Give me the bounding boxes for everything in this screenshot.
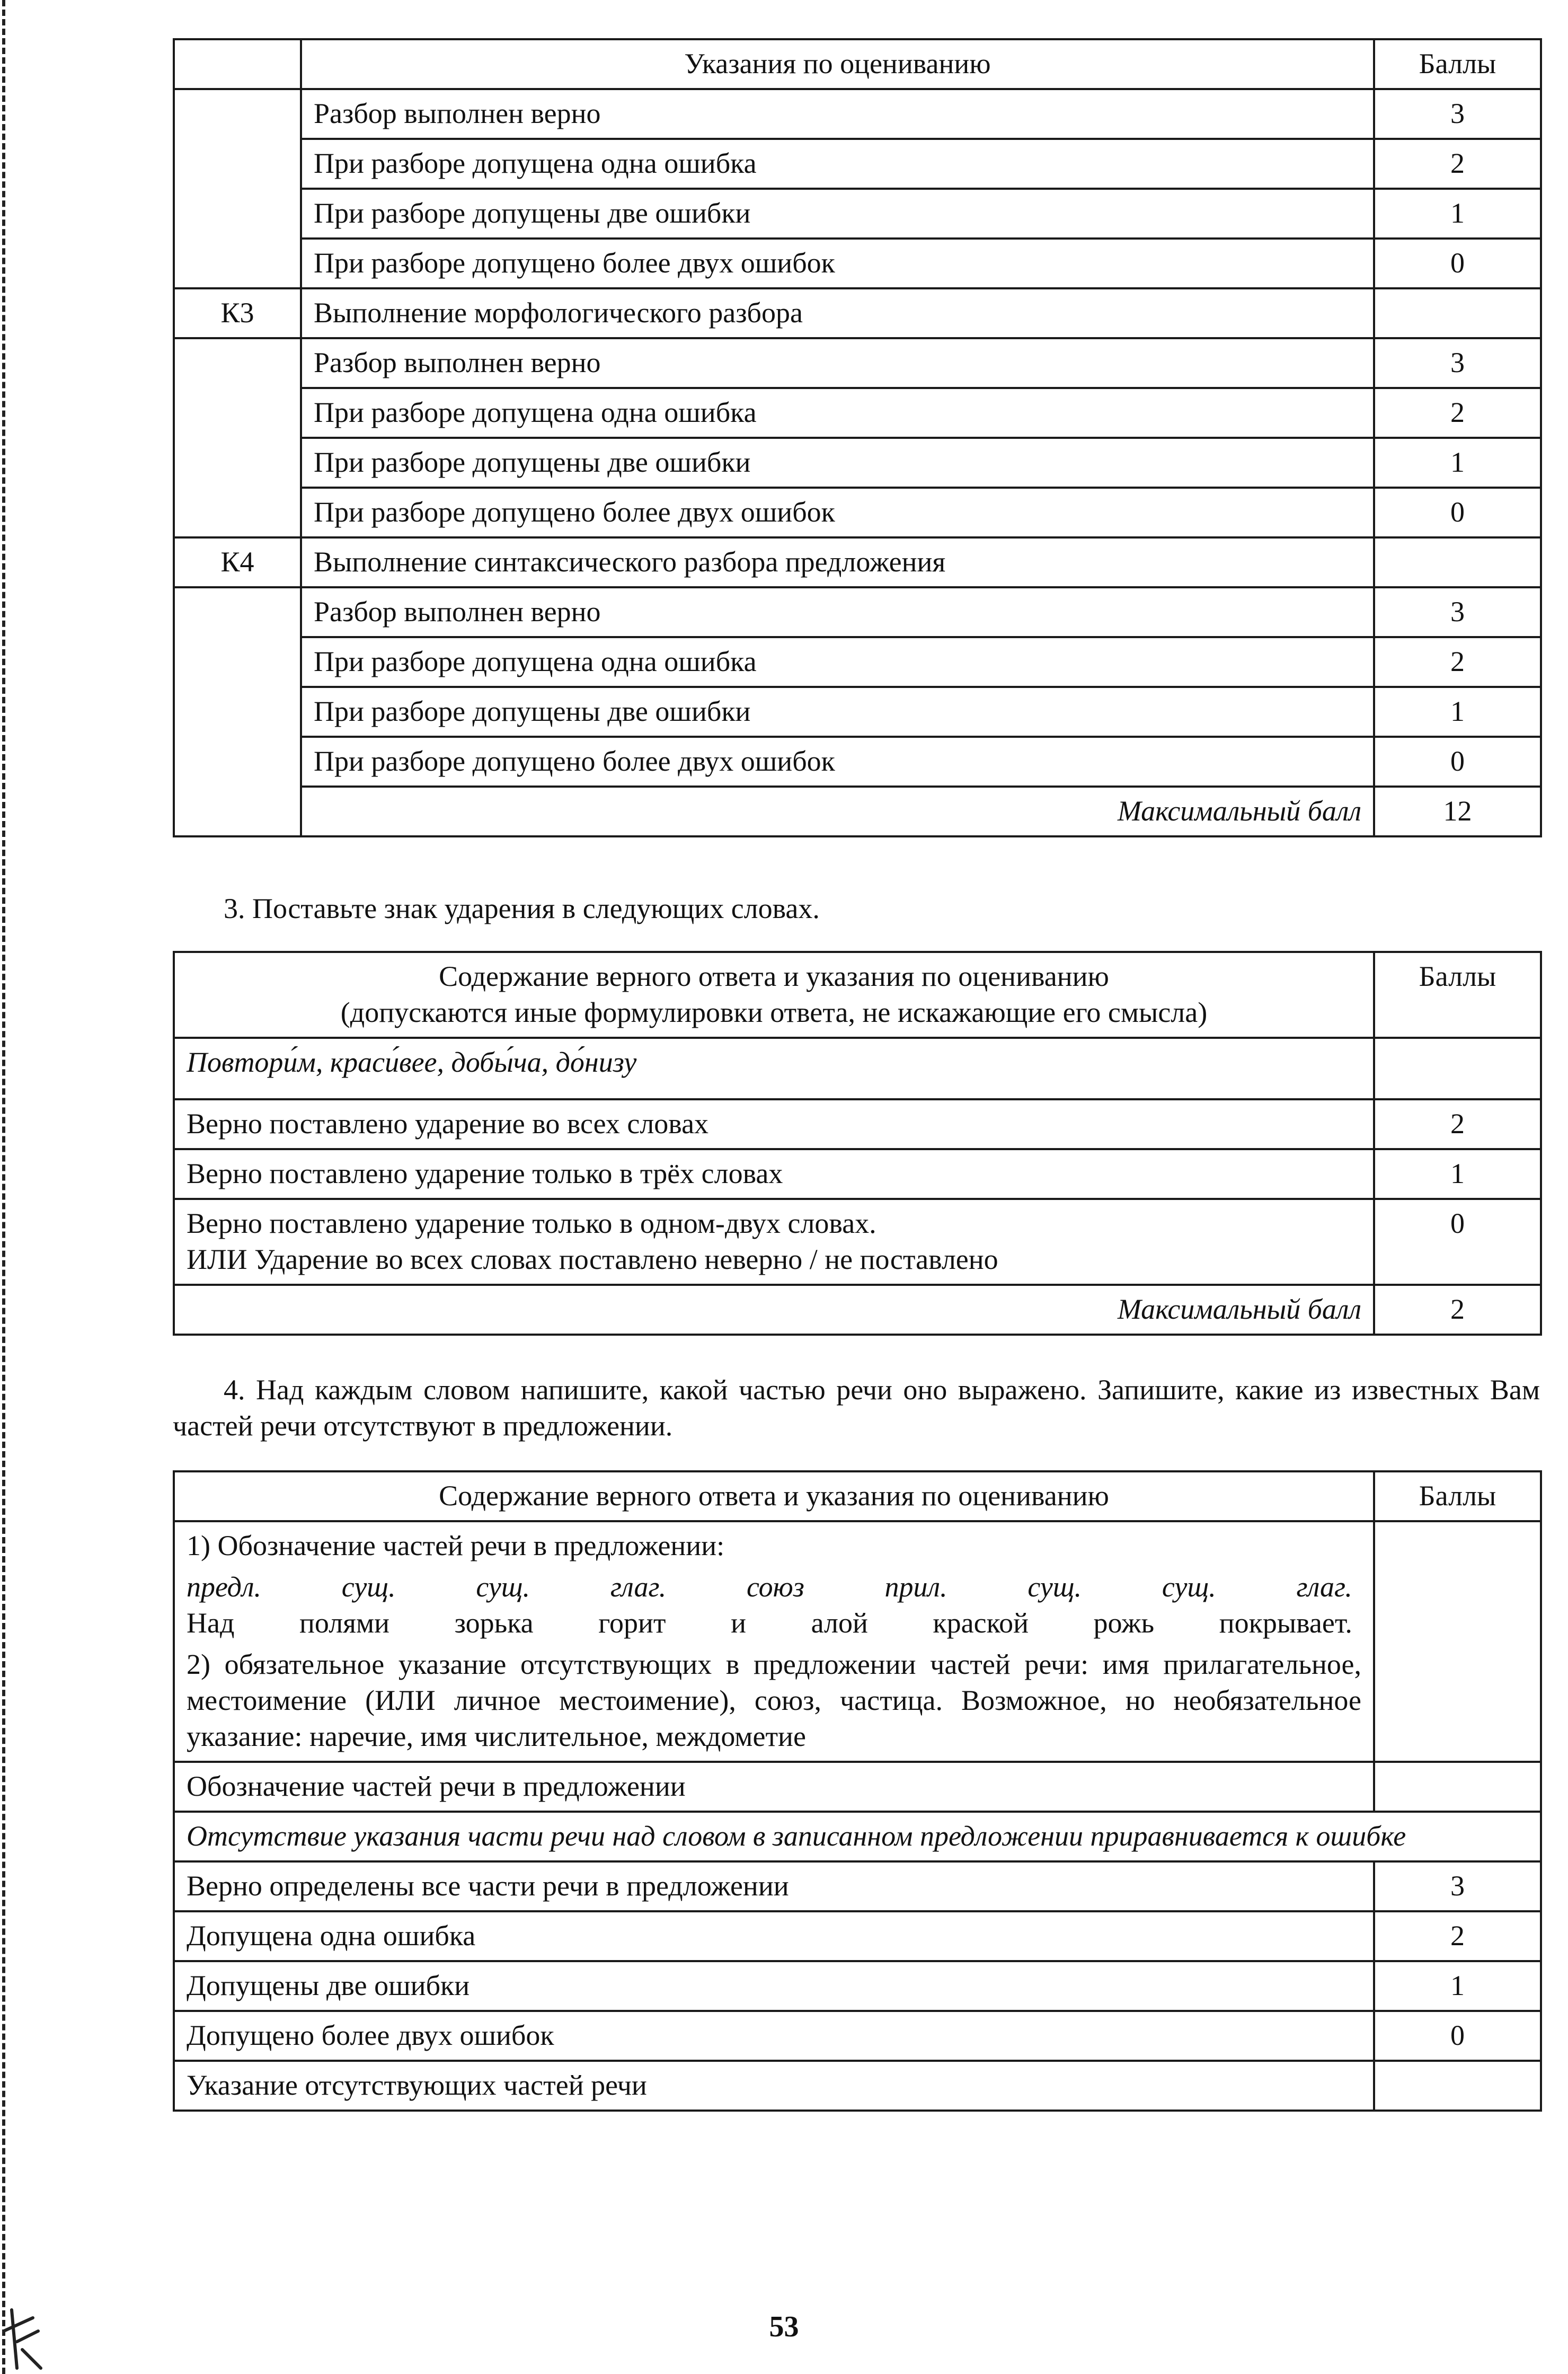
table-row <box>174 1099 1541 1149</box>
points-value: 0 <box>1374 239 1541 288</box>
pos-tag: сущ. <box>341 1571 396 1603</box>
code-cell <box>174 338 301 537</box>
points-value: 2 <box>1374 637 1541 687</box>
points-value: 1 <box>1374 189 1541 239</box>
table-row <box>174 139 1541 189</box>
criterion-text: При разборе допущена одна ошибка <box>301 388 1374 438</box>
scoring-table-1-wrapper <box>173 38 1540 837</box>
criterion-text: Допущены две ошибки <box>174 1961 1374 2011</box>
sentence-word: алой <box>811 1607 868 1639</box>
pos-tag: сущ. <box>1162 1571 1216 1603</box>
points-value: 1 <box>1374 1961 1541 2011</box>
task-3-prompt: 3. Поставьте знак ударения в следующих словах. <box>224 893 820 924</box>
page-number: 53 <box>769 2310 799 2343</box>
table-header-row <box>174 952 1541 1038</box>
criterion-text: При разборе допущено более двух ошибок <box>301 737 1374 787</box>
criterion-text: Верно определены все части речи в предложении <box>174 1861 1374 1911</box>
scoring-table-4 <box>173 1470 1542 2112</box>
criterion-text: Допущена одна ошибка <box>174 1911 1374 1961</box>
criterion-text: Верно поставлено ударение во всех словах <box>174 1099 1374 1149</box>
table-row <box>174 687 1541 737</box>
points-value: 0 <box>1374 2011 1541 2061</box>
criterion-text: Верно поставлено ударение только в трёх словах <box>174 1149 1374 1199</box>
criterion-text: При разборе допущена одна ошибка <box>301 139 1374 189</box>
table-header-row <box>174 39 1541 89</box>
criterion-text: Разбор выполнен верно <box>301 89 1374 139</box>
cut-line <box>2 0 5 2374</box>
sentence-word: Над <box>187 1607 235 1639</box>
points-value: 2 <box>1374 388 1541 438</box>
pos-tag: предл. <box>187 1571 261 1603</box>
scoring-table-3-wrapper <box>173 951 1540 1336</box>
section-header-row <box>174 537 1541 587</box>
table-row <box>174 637 1541 687</box>
task-4-block <box>173 1372 1540 1444</box>
pos-tag: глаг. <box>1296 1571 1352 1603</box>
criterion-text: Разбор выполнен верно <box>301 338 1374 388</box>
section-header-row <box>174 288 1541 338</box>
section-header-row <box>174 2061 1541 2111</box>
points-value: 3 <box>1374 1861 1541 1911</box>
note-row <box>174 1812 1541 1861</box>
criterion-code: К4 <box>174 537 301 587</box>
points-value: 1 <box>1374 438 1541 488</box>
sentence-word: зорька <box>454 1607 534 1639</box>
scoring-table-1 <box>173 38 1542 837</box>
sentence-word: полями <box>299 1607 390 1639</box>
table-row <box>174 388 1541 438</box>
points-value: 3 <box>1374 89 1541 139</box>
answer-row <box>174 1521 1541 1762</box>
code-header <box>174 39 301 89</box>
scoring-table-4-wrapper <box>173 1470 1540 2112</box>
criterion-text: При разборе допущены две ошибки <box>301 438 1374 488</box>
answer-header-title: Содержание верного ответа и указания по оцениванию <box>439 960 1109 992</box>
criterion-text <box>174 1199 1374 1285</box>
answer-header: Содержание верного ответа и указания по оцениванию <box>174 1471 1374 1521</box>
pos-tag: глаг. <box>610 1571 667 1603</box>
points-value <box>1374 2061 1541 2111</box>
points-header: Баллы <box>1374 39 1541 89</box>
task-4-prompt: 4. Над каждым словом напишите, какой частью речи оно выражено. Запишите, какие из известных Вам частей речи отсутствуют в предложении. <box>173 1374 1540 1442</box>
section-title: Указание отсутствующих частей речи <box>174 2061 1374 2111</box>
points-value <box>1374 1762 1541 1812</box>
sentence-words <box>187 1605 1352 1641</box>
sentence-word: горит <box>598 1607 666 1639</box>
max-score-row <box>174 1285 1541 1335</box>
pos-tag: прил. <box>884 1571 947 1603</box>
points-value <box>1374 288 1541 338</box>
table-row <box>174 189 1541 239</box>
table-row <box>174 1961 1541 2011</box>
table-header-row <box>174 1471 1541 1521</box>
table-row <box>174 89 1541 139</box>
max-score-value: 2 <box>1374 1285 1541 1335</box>
section-title: Выполнение морфологического разбора <box>301 288 1374 338</box>
code-cell <box>174 89 301 288</box>
criterion-line: ИЛИ Ударение во всех словах поставлено неверно / не поставлено <box>187 1243 998 1275</box>
correct-answer: Повтори́м, краси́вее, добы́ча, до́низу <box>174 1038 1374 1099</box>
table-row <box>174 488 1541 537</box>
criterion-text: При разборе допущено более двух ошибок <box>301 488 1374 537</box>
points-value: 3 <box>1374 587 1541 637</box>
max-score-value: 12 <box>1374 787 1541 836</box>
points-value: 1 <box>1374 687 1541 737</box>
answer-header <box>174 952 1374 1038</box>
criteria-header: Указания по оцениванию <box>301 39 1374 89</box>
max-score-label: Максимальный балл <box>301 787 1374 836</box>
criterion-text: Разбор выполнен верно <box>301 587 1374 637</box>
table-row <box>174 2011 1541 2061</box>
points-value: 0 <box>1374 1199 1541 1285</box>
task-3-block <box>173 890 1540 926</box>
points-header: Баллы <box>1374 952 1541 1038</box>
points-value <box>1374 1521 1541 1762</box>
table-row <box>174 1149 1541 1199</box>
max-score-row <box>174 787 1541 836</box>
code-cell <box>174 587 301 836</box>
table-row <box>174 239 1541 288</box>
answer-content <box>174 1521 1374 1762</box>
answer-item-1: 1) Обозначение частей речи в предложении: <box>187 1530 725 1561</box>
points-header: Баллы <box>1374 1471 1541 1521</box>
section-title: Выполнение синтаксического разбора предложения <box>301 537 1374 587</box>
table-row <box>174 1911 1541 1961</box>
answer-header-note: (допускаются иные формулировки ответа, не искажающие его смысла) <box>340 996 1208 1028</box>
table-row <box>174 737 1541 787</box>
answer-row <box>174 1038 1541 1099</box>
points-value: 0 <box>1374 737 1541 787</box>
sentence-word: покрывает. <box>1219 1607 1352 1639</box>
scoring-note: Отсутствие указания части речи над словом в записанном предложении приравнивается к ошибке <box>174 1812 1541 1861</box>
max-score-label: Максимальный балл <box>174 1285 1374 1335</box>
table-row <box>174 1861 1541 1911</box>
points-value: 2 <box>1374 139 1541 189</box>
criterion-text: Допущено более двух ошибок <box>174 2011 1374 2061</box>
points-value: 3 <box>1374 338 1541 388</box>
criterion-text: При разборе допущены две ошибки <box>301 189 1374 239</box>
pos-tag: сущ. <box>1027 1571 1082 1603</box>
points-value <box>1374 1038 1541 1099</box>
answer-item-2: 2) обязательное указание отсутствующих в предложении частей речи: имя прилагательное, местоимение (ИЛИ личное местоимение), союз, частица. Возможное, но необязательное указание: наречие, имя числительное, междометие <box>187 1648 1361 1752</box>
points-value: 2 <box>1374 1099 1541 1149</box>
points-value <box>1374 537 1541 587</box>
section-title: Обозначение частей речи в предложении <box>174 1762 1374 1812</box>
scoring-table-3 <box>173 951 1542 1336</box>
table-row <box>174 438 1541 488</box>
table-row <box>174 1199 1541 1285</box>
sentence-word: и <box>731 1607 746 1639</box>
criterion-line: Верно поставлено ударение только в одном-двух словах. <box>187 1207 876 1239</box>
criterion-text: При разборе допущены две ошибки <box>301 687 1374 737</box>
criterion-text: При разборе допущено более двух ошибок <box>301 239 1374 288</box>
points-value: 0 <box>1374 488 1541 537</box>
pos-tag: сущ. <box>476 1571 530 1603</box>
criterion-text: При разборе допущена одна ошибка <box>301 637 1374 687</box>
table-row <box>174 338 1541 388</box>
sentence-word: рожь <box>1093 1607 1155 1639</box>
sentence-word: краской <box>933 1607 1029 1639</box>
part-of-speech-tags <box>187 1569 1352 1605</box>
pos-tag: союз <box>747 1571 804 1603</box>
criterion-code: К3 <box>174 288 301 338</box>
table-row <box>174 587 1541 637</box>
points-value: 2 <box>1374 1911 1541 1961</box>
section-header-row <box>174 1762 1541 1812</box>
points-value: 1 <box>1374 1149 1541 1199</box>
